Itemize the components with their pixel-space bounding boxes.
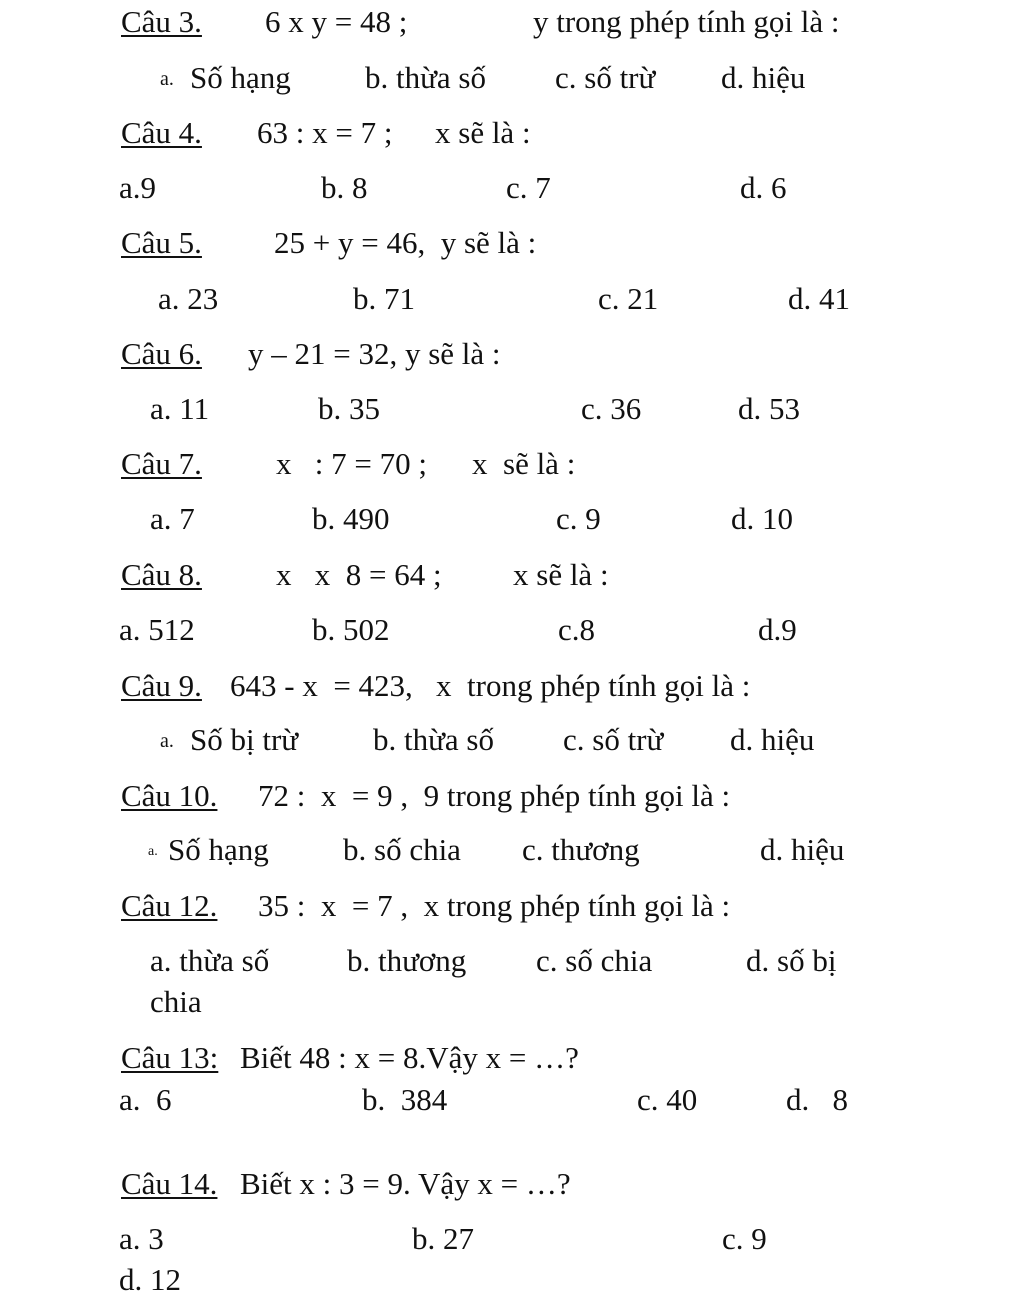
- question-13-equation: Biết 48 : x = 8.Vậy x = …?: [240, 1040, 579, 1075]
- question-14-option-b: b. 27: [412, 1221, 474, 1256]
- question-12-option-c: c. số chia: [536, 943, 653, 978]
- question-3-option-d: d. hiệu: [721, 60, 806, 95]
- question-5-equation: 25 + y = 46, y sẽ là :: [274, 225, 537, 260]
- question-14-option-a: a. 3: [119, 1221, 164, 1256]
- question-8-label: Câu 8.: [121, 557, 202, 592]
- question-3-option-a-letter: a.: [160, 68, 174, 90]
- question-4-option-a: a.9: [119, 170, 157, 205]
- question-3-label: Câu 3.: [121, 4, 202, 39]
- question-5-label: Câu 5.: [121, 225, 202, 260]
- question-10-option-c: c. thương: [522, 832, 640, 867]
- question-14-label: Câu 14.: [121, 1166, 218, 1201]
- question-10-option-d: d. hiệu: [760, 832, 845, 867]
- question-12-label: Câu 12.: [121, 888, 218, 923]
- question-3-equation: 6 x y = 48 ;: [265, 4, 408, 39]
- question-4-option-c: c. 7: [506, 170, 551, 205]
- question-13-option-d: d. 8: [786, 1082, 848, 1117]
- question-4-equation: 63 : x = 7 ;: [257, 115, 393, 150]
- question-12-option-d: d. số bị: [746, 943, 837, 978]
- question-7-label: Câu 7.: [121, 446, 202, 481]
- question-6-equation: y – 21 = 32, y sẽ là :: [248, 336, 501, 371]
- question-13-option-c: c. 40: [637, 1082, 698, 1117]
- question-6-option-b: b. 35: [318, 391, 380, 426]
- question-5-option-c: c. 21: [598, 281, 659, 316]
- question-12-option-a: a. thừa số: [150, 943, 270, 978]
- question-8-equation: x x 8 = 64 ;: [276, 557, 442, 592]
- question-10-option-a: Số hạng: [168, 832, 269, 867]
- question-13-option-a: a. 6: [119, 1082, 172, 1117]
- question-6-label: Câu 6.: [121, 336, 202, 371]
- question-8-option-b: b. 502: [312, 612, 390, 647]
- question-7-equation: x : 7 = 70 ;: [276, 446, 427, 481]
- question-4-option-b: b. 8: [321, 170, 368, 205]
- question-8-option-a: a. 512: [119, 612, 195, 647]
- question-8-option-d: d.9: [758, 612, 797, 647]
- question-7-option-b: b. 490: [312, 501, 390, 536]
- question-9-equation: 643 - x = 423, x trong phép tính gọi là :: [230, 668, 751, 703]
- question-14-equation: Biết x : 3 = 9. Vậy x = …?: [240, 1166, 571, 1201]
- question-9-option-a: Số bị trừ: [190, 722, 299, 757]
- question-5-option-b: b. 71: [353, 281, 415, 316]
- question-7-option-d: d. 10: [731, 501, 793, 536]
- question-14-option-d: d. 12: [119, 1262, 181, 1297]
- question-9-option-a-letter: a.: [160, 730, 174, 752]
- question-5-option-a: a. 23: [158, 281, 219, 316]
- question-10-option-b: b. số chia: [343, 832, 461, 867]
- question-5-option-d: d. 41: [788, 281, 850, 316]
- question-4-option-d: d. 6: [740, 170, 787, 205]
- question-9-label: Câu 9.: [121, 668, 202, 703]
- question-8-option-c: c.8: [558, 612, 596, 647]
- question-6-option-c: c. 36: [581, 391, 642, 426]
- question-3-option-b: b. thừa số: [365, 60, 486, 95]
- question-9-option-b: b. thừa số: [373, 722, 494, 757]
- question-3-prompt: y trong phép tính gọi là :: [533, 4, 840, 39]
- question-6-option-a: a. 11: [150, 391, 210, 426]
- question-3-option-a: Số hạng: [190, 60, 291, 95]
- question-4-prompt: x sẽ là :: [435, 115, 531, 150]
- question-8-prompt: x sẽ là :: [513, 557, 609, 592]
- question-7-option-a: a. 7: [150, 501, 195, 536]
- question-14-option-c: c. 9: [722, 1221, 767, 1256]
- question-9-option-d: d. hiệu: [730, 722, 815, 757]
- question-13-label: Câu 13:: [121, 1040, 219, 1075]
- question-10-equation: 72 : x = 9 , 9 trong phép tính gọi là :: [258, 778, 731, 813]
- question-7-option-c: c. 9: [556, 501, 601, 536]
- question-4-label: Câu 4.: [121, 115, 202, 150]
- question-10-label: Câu 10.: [121, 778, 218, 813]
- question-7-prompt: x sẽ là :: [472, 446, 576, 481]
- question-12-option-d-continued: chia: [150, 984, 202, 1019]
- question-13-option-b: b. 384: [362, 1082, 448, 1117]
- question-12-option-b: b. thương: [347, 943, 467, 978]
- question-10-option-a-letter: a.: [148, 844, 158, 859]
- question-6-option-d: d. 53: [738, 391, 800, 426]
- question-9-option-c: c. số trừ: [563, 722, 664, 757]
- question-3-option-c: c. số trừ: [555, 60, 656, 95]
- question-12-equation: 35 : x = 7 , x trong phép tính gọi là :: [258, 888, 731, 923]
